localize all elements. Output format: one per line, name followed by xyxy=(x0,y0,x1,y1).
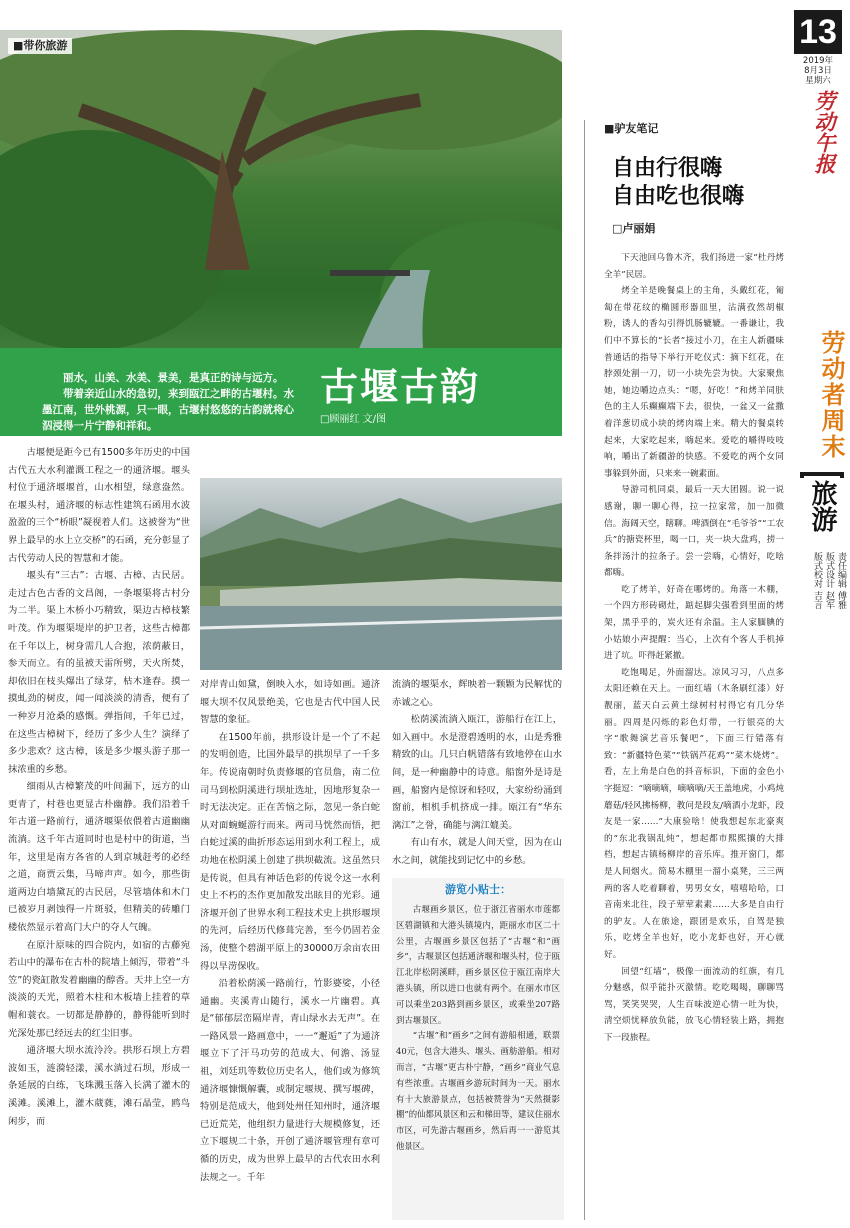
main-article-column-1 xyxy=(8,444,190,1130)
date-year: 2019年 xyxy=(802,56,834,66)
tips-paragraph: 古堰画乡景区，位于浙江省丽水市莲都区碧湖镇和大港头镇境内，距丽水市区二十公里，古堰画乡景区包括了“古堰”和“画乡”，古堰景区包括通济堰和堰头村，位于瓯江北岸松阴溪畔，画乡景区位于瓯江南岸大港头镇，所以进口也就有两个。在丽水市区可以乘坐203路到画乡景区，或乘坐207路到古堰景区。 xyxy=(396,904,560,1025)
river-illustration xyxy=(200,478,562,670)
masthead-logo xyxy=(808,90,836,190)
body-paragraph: 对岸青山如黛，倒映入水，如诗如画。通济堰大坝不仅风景绝美，它也是古代中国人民智慧的象征。 xyxy=(200,679,380,726)
section-subtitle xyxy=(800,472,844,562)
photo-ancient-camphor-tree xyxy=(0,30,562,400)
body-paragraph: 在原汁原味的四合院内，如宿的古藤宛若山中的瀑布在古朴的院墙上倾泻，带着“斗笠”的瓷缸散发着幽幽的醇香。天井上空一方淡淡的天光，照着木柱和木板墙上挂着的草帽和蓑衣。一切都是静静的，静得能听到时光深处那已经远去的红尘旧事。 xyxy=(8,939,190,1039)
intro-text xyxy=(42,370,302,434)
intro-paragraph-1: 丽水，山美、水美、景美，是真正的诗与远方。 xyxy=(63,372,284,384)
credit-proof: 版式校对 吉言 xyxy=(812,552,822,609)
body-paragraph: 回望“红墙”，极像一面流动的红旗，有几分魅惑，似乎能扑灭激情。吃吃喝喝，聊聊骂骂，笑笑哭哭，人生百味波逆心情一吐为快，清空烦忧释放负能，放飞心情轻装上路，拥抱下一段旅程。 xyxy=(604,966,784,1043)
date-weekday: 星期六 xyxy=(805,76,831,86)
body-paragraph: 烤全羊是晚餐桌上的主角，头戴红花，匍匐在带花纹的椭圆形器皿里，沾满孜然胡椒粉，诱人的香勾引得饥肠辘辘。一番谦让，我们中不算长的“长者”接过小刀，在主人新疆味普通话的指导下举行开吃仪式：摘下红花，在脖颈处割一刀，切一小块先尝为快。大家聚焦她，她边嚼边点头：“嗯，好吃！”和烤羊同肤色的主人乐癫癫端下去，很快，一盆又一盆撒着洋葱切成小块的烤肉端上来。精大的餐桌转起来，大家吃起来，嗨起来。爱吃的嚼得吱吱响，嚼出了新疆游的快感。不爱吃的两个女同事躲到外面，只来来一碗素面。 xyxy=(604,286,784,479)
body-paragraph: 有山有水，就是人间天堂，因为在山水之间，就能找到记忆中的乡愁。 xyxy=(392,837,562,866)
tips-title: 游览小贴士： xyxy=(445,883,511,896)
page-number: 13 xyxy=(799,13,837,51)
square-bullet-icon: ■ xyxy=(604,122,615,135)
body-paragraph: 古堰便是距今已有1500多年历史的中国古代五大水利灌溉工程之一的通济堰。堰头村位于通济堰堰首，山水相望，绿意盎然。在堰头村，通济堰的标志性建筑石函用水波盈盈的三个“桥眼”凝视着人们。这被誉为“世界上最早的水上立交桥”的石函，充分彰显了古代劳动人民的智慧和才能。 xyxy=(8,447,190,564)
body-paragraph: 吃了烤羊，好奇在哪烤的。角落一木棚，一个四方形砖砌灶，踮起脚尖强看到里面的烤架，黑乎乎的，炭火还有余温。主人家腼腆的小姑娘小声提醒：当心，上次有个客人手机掉进了坑。吓得赶紧撤。 xyxy=(604,584,784,662)
credit-editor: 责任编辑 傅雅 xyxy=(836,552,846,609)
body-paragraph: 在1500年前，拱形设计是一个了不起的发明创造，比国外最早的拱坝早了一千多年。传说南朝时负责修堰的官员詹，南二位司马到松阴溪进行坝址选址，因地形复杂一时无法决定。正在苦恼之际，忽见一条白蛇从对面蜿蜒游行而来。两司马恍然而悟，把白蛇过溪的曲折形态运用到水利工程上，成功地在松阴溪上创建了拱坝截流。这虽然只是传说，但具有神话色彩的传说令这一水利史上不朽的杰作更加散发出眩目的光彩。通济堰开创了世界水利工程技术史上拱形堰坝的先河，后经历代修葺完善，至今仍固若金汤，使整个碧湖平原上的30000万余亩农田得以旱涝保收。 xyxy=(200,731,380,972)
tips-paragraph: “古堰”和“画乡”之间有游船相通，联票40元，包含大港头、堰头、画舫游船。相对而言，“古堰”更古朴宁静，“画乡”商业气息有些浓重。古堰画乡游玩时间为一天。丽水有十大旅游景点，包括被赞誉为“天然摄影棚”的仙都风景区和云和梯田等，建议住丽水市区，可先游古堰画乡，然后再一一游览其他景区。 xyxy=(396,1030,560,1151)
column-tag-traveler-notes: ■驴友笔记 xyxy=(604,122,659,135)
page-number-box xyxy=(794,10,842,54)
intro-paragraph-2: 带着亲近山水的急切，来到瓯江之畔的古堰村。水墨江南，世外桃源，只一眼，古堰村悠悠的古韵就将心泅浸得一片宁静和祥和。 xyxy=(42,388,294,432)
side-article-body xyxy=(604,250,784,1047)
body-paragraph: 松荫溪流淌入瓯江，游船行在江上，如入画中。水是澄碧透明的水，山是秀雅精致的山。几只白帆错落有致地停在山水间，是一种幽静中的诗意。船窗外是诗是画，船窗内是惊讶和轻叹，大家纷纷涌到窗前，相机手机挤成一排。瓯江有“华东漓江”之誉，确能与漓江媲美。 xyxy=(392,714,562,831)
body-paragraph: 堰头有“三古”：古堰、古樟、古民居。走过古色古香的文昌阁，一条堰渠将古村分为二半。渠上木桥小巧精致，渠边古樟枝繁叶茂。作为堰渠堤岸的护卫者，这些古樟都在千年以上，树身需几人合抱，浓荫蔽日，参天而立。有的虽被天雷所劈，天火所焚，却依旧在枝头爆出了绿芽，枯木逢春。摸一摸虬劲的树皮，闻一闻淡淡的清香，便有了一种岁月沧桑的感慨。弹指间，千年已过，在这些古樟树下，经历了多少人生？演绎了多少悲欢？这古樟，该是多少堰头游子那一抹浓重的乡愁。 xyxy=(8,570,190,775)
body-paragraph: 吃饱喝足，外面溜达。凉风习习，八点多太阳还赖在天上。一面红墙（木条刷红漆）好靓丽，蓝天白云黄土绿树村村得它有几分华丽。四周是闪烁的彩色灯带，一行银亮的大字“歌舞演艺音乐餐吧”，下面三行错落有致：“新疆特色菜”“铁锅芦花鸡”“菜木烧烤”。看，左上角是白色的抖音标识，下面的金色小字挺逗：“嘀嘀嘀，嘀嘀嘀/天王盖地虎，小鸡炖蘑菇/轻风拂杨柳，教问是段友/嘀酒小龙虾，段友是一家……”大康验啥！使我想起东北豪爽的“东北我锅乱炖”，想起都市熙熙攘的大排档，想起古镇杨柳岸的音乐库。推开窗门，都是人间烟火。简易木棚里一溜小桌凳，三三两两的客人吃着聊着，男男女女，嘻嘻哈哈，口音南来北往，段子荤荤素素……大多是自由行的驴友。人在旅途，跟团是欢乐，自驾是独乐，吃烤全羊也好，吃小龙虾也好，开心就好。 xyxy=(604,667,784,960)
editor-credits xyxy=(803,552,847,662)
section-title: 劳动者周末 xyxy=(817,330,844,460)
body-paragraph: 下天池回乌鲁木齐，我们扬进一家“杜丹烤全羊”民居。 xyxy=(604,253,784,280)
square-bullet-icon: ■ xyxy=(13,39,24,52)
side-headline-line-2: 自由吃也很嗨 xyxy=(612,183,745,208)
byline: □顾丽红 文/图 xyxy=(320,414,387,425)
side-byline: □卢丽娟 xyxy=(612,222,656,235)
column-divider xyxy=(584,120,585,1220)
photo-river-mountains xyxy=(200,478,562,670)
section-subtitle-text: 旅游 xyxy=(808,480,838,532)
issue-date xyxy=(792,56,844,86)
headline-banner xyxy=(0,348,562,436)
headline: 古堰古韵 xyxy=(320,367,481,409)
square-bullet-icon: □ xyxy=(320,414,330,425)
date-day: 8月3日 xyxy=(804,66,832,76)
body-paragraph: 通济堰大坝水流泠泠。拱形石坝上方碧波如玉，涟漪轻漾，溪水淌过石坝，形成一条延展的白练，飞珠溅玉落入长满了灌木的溪滩。溪滩上，灌木葳蕤，滩石晶莹，鸥鸟闲步，而 xyxy=(8,1045,190,1127)
tree-illustration xyxy=(0,30,562,400)
masthead-text: 劳动午报 xyxy=(812,90,837,174)
travel-tips-box xyxy=(392,878,564,1220)
side-headline xyxy=(612,154,744,210)
square-bullet-icon: □ xyxy=(612,222,623,235)
body-paragraph: 导游司机同桌，最后一天大团圆。说一说感谢，聊一聊心得，拉一拉家常，加一加微信。海阔天空，瞎聊。啤酒倒在“毛爷爷”“工农兵”的搪瓷杯里，喝一口，夹一块大盘鸡，捞一条拌汤汁的拉条子。尝一尝嗨，心情好，吃啥都嗨。 xyxy=(604,485,784,579)
main-article-column-2 xyxy=(200,676,380,1186)
body-paragraph: 沿着松荫溪一路前行，竹影婆娑，小径通幽。夹溪青山随行，溪水一片幽碧。真是“郁郁层峦隔岸青，青山绿水去无声”。在一路风景一路画意中，一一“邂逅”了为通济堰立下了汗马功劳的范成大、何澹、汤显祖，刘廷玑等数位历史名人，他们或为修筑通济堰慷慨解囊，或制定堰规、撰写堰碑，特别是范成大，他到处州任知州时，通济堰已近荒芜，他组织力量进行大规模修复，还立下堰规二十条，开创了通济堰管理有章可循的历史，成为世界上最早的古代农田水利法规之一。千年 xyxy=(200,978,380,1183)
bracket-icon xyxy=(800,472,844,478)
column-tag-travel: ■带你旅游 xyxy=(8,38,72,54)
body-paragraph: 流淌的堰渠水，辉映着一颗颗为民解忧的赤诚之心。 xyxy=(392,679,562,708)
body-paragraph: 细雨从古樟繁茂的叶间漏下，远方的山更青了，村巷也更显古朴幽静。我们沿着千年古道一路前行，通济堰渠依偎着古道幽幽流淌。这千年古道同时也是村中的街道，当年，这里是南方各省的人到京城赶考的必经之道，商贾云集，马啼声声。如今，那些街道两边白墙黛瓦的古民居，尽管墙体和木门已被岁月剥蚀得一片斑驳，但精美的砖雕门楼依然显示着高门大户的夺人气魄。 xyxy=(8,781,190,934)
side-headline-line-1: 自由行很嗨 xyxy=(612,155,723,180)
main-article-column-3 xyxy=(392,676,562,870)
credit-design: 版式设计 赵军 xyxy=(824,552,834,609)
